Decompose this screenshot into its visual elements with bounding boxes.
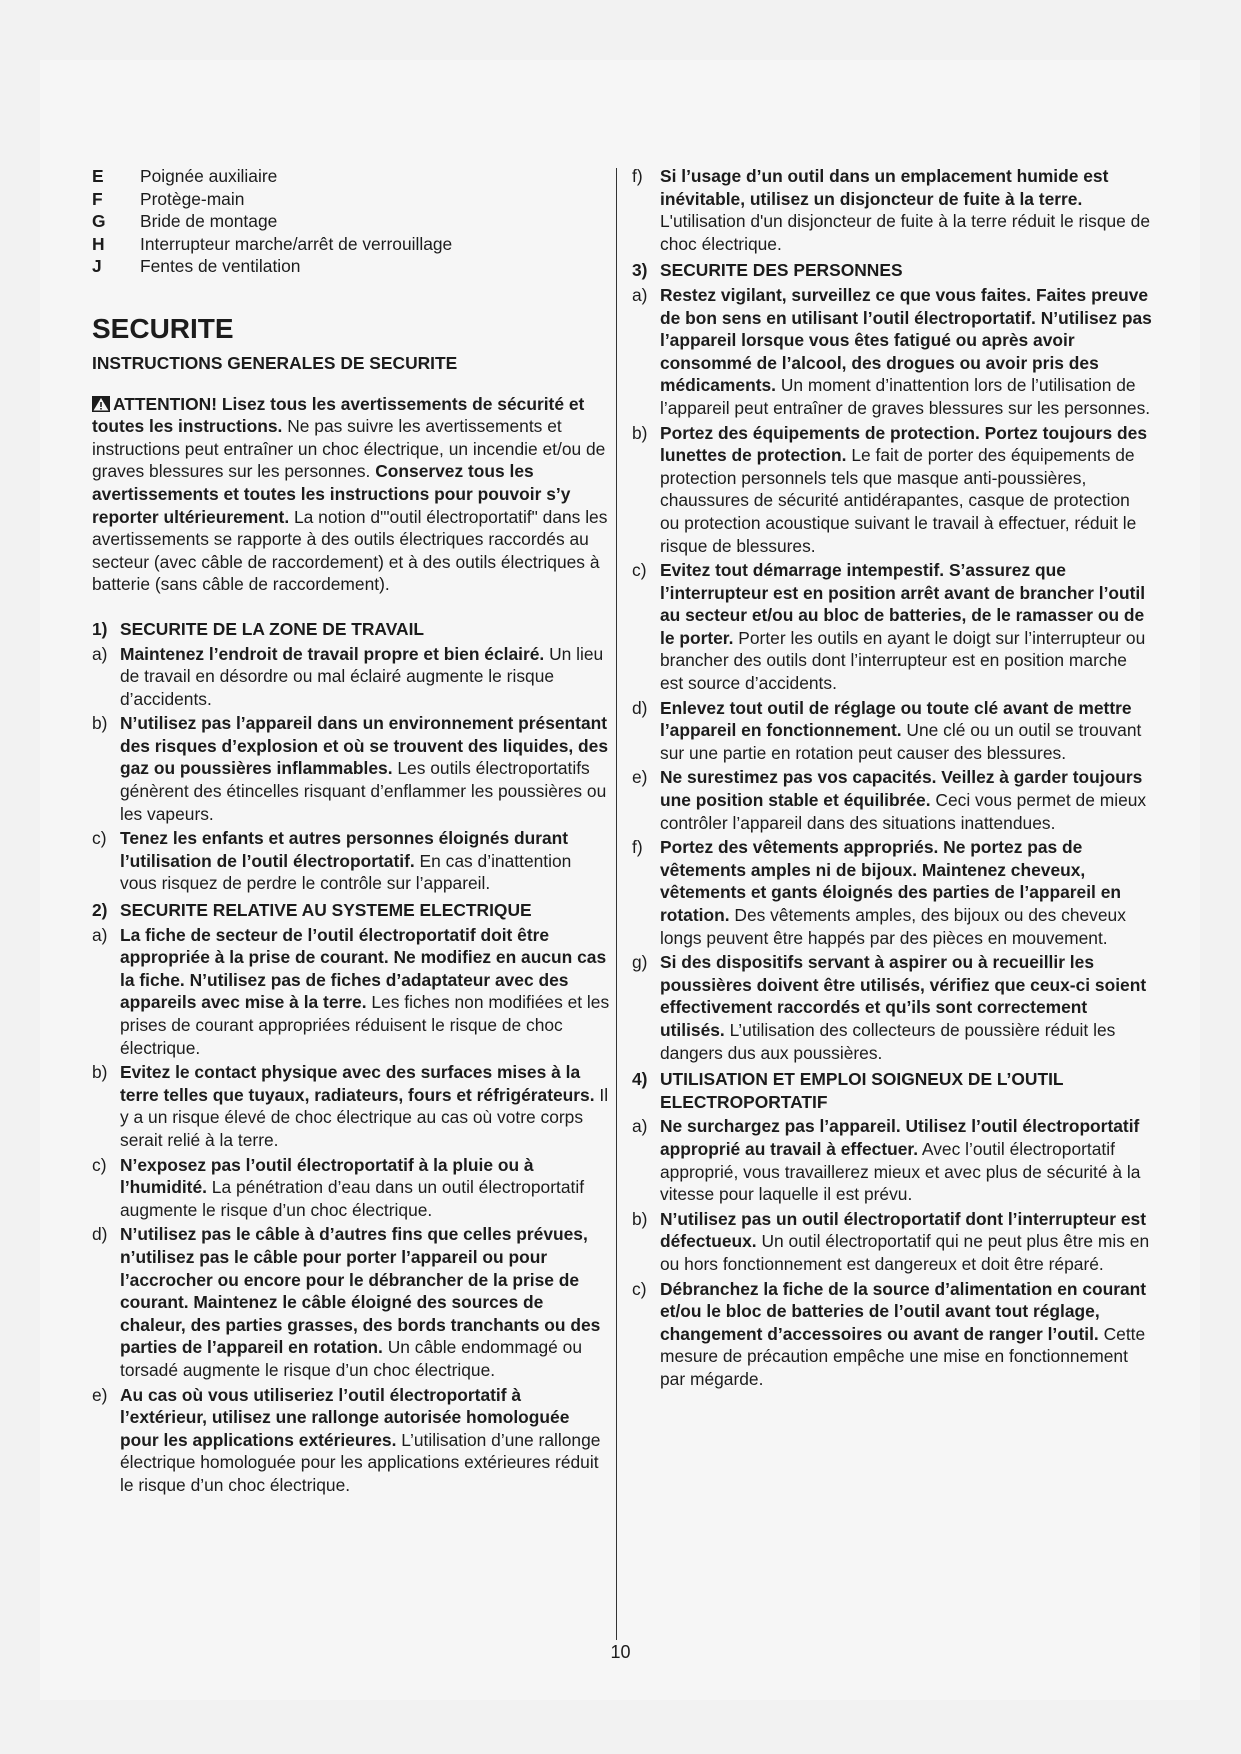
page-number: 10 (610, 1642, 631, 1662)
part-letter: J (92, 256, 102, 277)
item-label: a) (92, 924, 108, 945)
warning-bold-1: ATTENTION! Lisez tous les avertissements de sécurité et toutes les instructions. (92, 393, 585, 437)
part-letter: E (92, 166, 104, 186)
instruction-item (92, 827, 612, 895)
item-text (660, 1115, 1152, 1205)
item-bold-text: Débranchez la fiche de la source d’alimentation en courant et/ou le bloc de batteries de l’outil avant tout réglage, changement d’accessoires ou avant de ranger l’outil. (660, 1278, 1147, 1344)
section-heading-text: SECURITE DE LA ZONE DE TRAVAIL (120, 618, 425, 639)
instruction-item (92, 924, 612, 1060)
item-text (660, 559, 1152, 695)
section-title: SECURITE (92, 312, 234, 344)
item-label: f) (632, 166, 643, 186)
instruction-item (92, 1154, 612, 1222)
item-label: g) (632, 952, 648, 973)
item-plain-text: L’utilisation d’une rallonge électrique homologuée pour les applications extérieures réduit le risque d’un choc électrique. (120, 1429, 601, 1495)
part-label: Interrupteur marche/arrêt de verrouillage (140, 233, 453, 254)
section-heading-text: SECURITE RELATIVE AU SYSTEME ELECTRIQUE (120, 900, 532, 921)
instruction-item (632, 422, 1152, 558)
section-heading (632, 1068, 1152, 1113)
instruction-item (632, 697, 1152, 765)
instruction-item (632, 284, 1152, 420)
item-plain-text: Des vêtements amples, des bijoux ou des cheveux longs peuvent être happés par des pièces en mouvement. (660, 905, 1126, 948)
instruction-item (632, 165, 1152, 255)
item-bold-text: N’utilisez pas l’appareil dans un environnement présentant des risques d’explosion et où se trouvent des liquides, des gaz ou poussières inflammables. (120, 713, 609, 779)
item-label: b) (92, 1062, 108, 1083)
item-bold-text: Enlevez tout outil de réglage ou toute clé avant de mettre l’appareil en fonctionnement. (660, 697, 1132, 741)
item-bold-text: N’utilisez pas un outil électroportatif dont l’interrupteur est défectueux. (660, 1208, 1147, 1252)
section-heading (92, 899, 612, 922)
instruction-item (632, 1278, 1152, 1391)
item-plain-text: L’utilisation des collecteurs de poussière réduit les dangers dus aux poussières. (660, 1019, 1116, 1063)
item-text (660, 1278, 1152, 1391)
part-row (92, 233, 612, 256)
left-column (92, 165, 612, 1498)
warning-icon (92, 396, 110, 412)
parts-list (92, 165, 612, 278)
item-text (660, 836, 1152, 949)
item-bold-text: Maintenez l’endroit de travail propre et bien éclairé. (120, 643, 545, 664)
item-text (120, 1154, 612, 1222)
part-row (92, 165, 612, 188)
item-text (120, 1061, 612, 1151)
item-plain-text: La pénétration d’eau dans un outil électroportatif augmente le risque d’un choc électrique. (120, 1177, 585, 1220)
item-text (120, 1223, 612, 1381)
section-number: 1) (92, 618, 108, 639)
item-text (120, 924, 612, 1060)
item-label: b) (92, 713, 108, 734)
item-plain-text: En cas d’inattention vous risquez de perdre le contrôle sur l’appareil. (120, 850, 572, 894)
item-plain-text: Il y a un risque élevé de choc électrique au cas où votre corps serait relié à la terre. (120, 1084, 609, 1150)
item-text (660, 422, 1152, 558)
warning-bold-2: Conservez tous les avertissements et toutes les instructions pour pouvoir s’y reporter ultérieurement. (92, 461, 571, 527)
item-label: a) (632, 1116, 648, 1137)
item-text (660, 951, 1152, 1064)
item-label: c) (632, 560, 647, 581)
item-bold-text: Evitez tout démarrage intempestif. S’assurez que l’interrupteur est en position arrêt avant de brancher l’outil au secteur et/ou au bloc de batteries, de le ramasser ou de le porter. (660, 560, 1146, 648)
part-row (92, 210, 612, 233)
item-text (120, 827, 612, 895)
section-heading (632, 259, 1152, 282)
item-label: b) (632, 1208, 648, 1229)
item-label: d) (92, 1224, 108, 1245)
item-text (120, 643, 612, 711)
item-text (660, 284, 1152, 420)
item-bold-text: N’exposez pas l’outil électroportatif à la pluie ou à l’humidité. (120, 1154, 534, 1198)
item-plain-text: Avec l’outil électroportatif approprié, vous travaillerez mieux et avec plus de sécurité à la vitesse pour laquelle il est prévu. (660, 1138, 1141, 1205)
item-plain-text: Un lieu de travail en désordre ou mal éclairé augmente le risque d’accidents. (120, 643, 604, 709)
item-bold-text: Tenez les enfants et autres personnes éloignés durant l’utilisation de l’outil électroportatif. (120, 828, 569, 871)
item-bold-text: N’utilisez pas le câble à d’autres fins que celles prévues, n’utilisez pas le câble pour porter l’appareil ou pour l’accrocher ou encore pour le débrancher de la prise de courant. Maintenez le câble éloigné des sources de chaleur, des parties grasses, des bords tranchants ou des parties de l’appareil en rotation. (120, 1224, 601, 1358)
item-bold-text: Evitez le contact physique avec des surfaces mises à la terre telles que tuyaux, radiateurs, fours et réfrigérateurs. (120, 1062, 595, 1105)
part-row (92, 255, 612, 278)
left-sections (92, 618, 612, 1497)
warning-text-1: Ne pas suivre les avertissements et instructions peut entraîner un choc électrique, un incendie et/ou de graves blessures sur les personnes. (92, 416, 606, 482)
item-plain-text: Un outil électroportatif qui ne peut plus être mis en ou hors fonctionnement est dangereux et doit être réparé. (660, 1231, 1150, 1274)
instruction-item (632, 1115, 1152, 1205)
item-label: c) (92, 828, 107, 849)
item-label: b) (632, 422, 648, 443)
item-text (660, 766, 1152, 834)
item-bold-text: Portez des vêtements appropriés. Ne portez pas de vêtements amples ni de bijoux. Maintenez cheveux, vêtements et gants éloignés des parties de l’appareil en rotation. (660, 837, 1122, 925)
item-bold-text: La fiche de secteur de l’outil électroportatif doit être appropriée à la prise de courant. Ne modifiez en aucun cas la fiche. N’utilisez pas de fiches d’adaptateur avec des appareils avec mise à la terre. (120, 924, 607, 1013)
item-text (660, 165, 1152, 255)
part-letter: G (92, 211, 106, 232)
instruction-item (632, 766, 1152, 834)
item-plain-text: Un câble endommagé ou torsadé augmente le risque d’un choc électrique. (120, 1337, 583, 1380)
part-row (92, 188, 612, 211)
part-label: Protège-main (140, 188, 245, 209)
item-label: d) (632, 697, 648, 718)
warning-paragraph (92, 393, 612, 596)
item-plain-text: Les outils électroportatifs génèrent des étincelles risquant d’enflammer les poussières ou les vapeurs. (120, 758, 607, 824)
item-label: c) (632, 1278, 647, 1299)
instruction-item (632, 836, 1152, 949)
item-plain-text: Le fait de porter des équipements de protection personnels tels que masque anti-poussières, chaussures de sécurité antidérapantes, casque de protection ou protection acoustique suivant le travail à effectuer, réduit le risque de blessures. (660, 445, 1137, 556)
item-bold-text: Si des dispositifs servant à aspirer ou à recueillir les poussières doivent être utilisés, vérifiez que ceux-ci soient effectivement raccordés et qu’ils sont correctement utilisés. (660, 952, 1147, 1040)
item-text (120, 1384, 612, 1497)
section-number: 3) (632, 260, 648, 281)
item-plain-text: Porter les outils en ayant le doigt sur l’interrupteur ou brancher des outils dont l’interrupteur est en position marche est source d’accidents. (660, 627, 1146, 694)
instruction-item (92, 1061, 612, 1151)
part-label: Poignée auxiliaire (140, 166, 278, 186)
item-label: a) (632, 284, 648, 305)
instruction-item (92, 1384, 612, 1497)
section-number: 2) (92, 900, 108, 921)
part-label: Fentes de ventilation (140, 256, 301, 277)
item-bold-text: Si l’usage d’un outil dans un emplacement humide est inévitable, utilisez un disjoncteur de fuite à la terre. (660, 166, 1109, 209)
item-bold-text: Au cas où vous utiliseriez l’outil électroportatif à l’extérieur, utilisez une rallonge autorisée homologuée pour les applications extérieures. (120, 1384, 570, 1450)
instruction-item (92, 712, 612, 825)
instruction-item (92, 1223, 612, 1381)
warning-text-2: La notion d'"outil électroportatif" dans les avertissements se rapporte à des outils électriques raccordés au secteur (avec câble de raccordement) et à des outils électriques à batterie (sans câble de raccordement). (92, 506, 608, 595)
right-sections (632, 259, 1152, 1390)
item-label: e) (92, 1384, 108, 1405)
section-heading-text: UTILISATION ET EMPLOI SOIGNEUX DE L’OUTIL ELECTROPORTATIF (660, 1069, 1064, 1112)
right-column (632, 165, 1152, 1392)
instruction-item (92, 643, 612, 711)
item-text (660, 1208, 1152, 1276)
item-label: c) (92, 1154, 107, 1175)
instruction-item (632, 559, 1152, 695)
part-label: Bride de montage (140, 211, 278, 232)
part-letter: H (92, 233, 105, 254)
item-bold-text: Ne surestimez pas vos capacités. Veillez à garder toujours une position stable et équilibrée. (660, 767, 1143, 811)
section-subtitle: INSTRUCTIONS GENERALES DE SECURITE (92, 352, 458, 373)
item-label: a) (92, 643, 108, 664)
part-letter: F (92, 188, 103, 209)
item-label: e) (632, 767, 648, 788)
item-text (660, 697, 1152, 765)
instruction-item (632, 951, 1152, 1064)
item-plain-text: Une clé ou un outil se trouvant sur une partie en rotation peut causer des blessures. (660, 720, 1142, 763)
item-plain-text: Ceci vous permet de mieux contrôler l’appareil dans des situations inattendues. (660, 790, 1147, 833)
item-bold-text: Restez vigilant, surveillez ce que vous faites. Faites preuve de bon sens en utilisant l’outil électroportatif. N’utilisez pas l’appareil lorsque vous êtes fatigué ou après avoir consommé de l’alcool, des drogues ou avoir pris des médicaments. (660, 284, 1152, 396)
instruction-item (632, 1208, 1152, 1276)
section-number: 4) (632, 1069, 648, 1090)
item-label: f) (632, 837, 643, 858)
section-heading (92, 618, 612, 641)
item-text (120, 712, 612, 825)
section-heading-text: SECURITE DES PERSONNES (660, 260, 903, 281)
item-plain-text: Un moment d’inattention lors de l’utilisation de l’appareil peut entraîner de graves blessures sur les personnes. (660, 375, 1151, 418)
item-plain-text: L'utilisation d'un disjoncteur de fuite à la terre réduit le risque de choc électrique. (660, 211, 1151, 254)
column-divider (616, 168, 617, 1640)
item-plain-text: Cette mesure de précaution empêche une mise en fonctionnement par mégarde. (660, 1323, 1146, 1389)
item-bold-text: Portez des équipements de protection. Portez toujours des lunettes de protection. (660, 422, 1148, 466)
item-plain-text: Les fiches non modifiées et les prises de courant appropriées réduisent le risque de choc électrique. (120, 992, 610, 1058)
item-bold-text: Ne surchargez pas l’appareil. Utilisez l’outil électroportatif approprié au travail à effectuer. (660, 1116, 1140, 1159)
right-first-item-wrap (632, 165, 1152, 255)
